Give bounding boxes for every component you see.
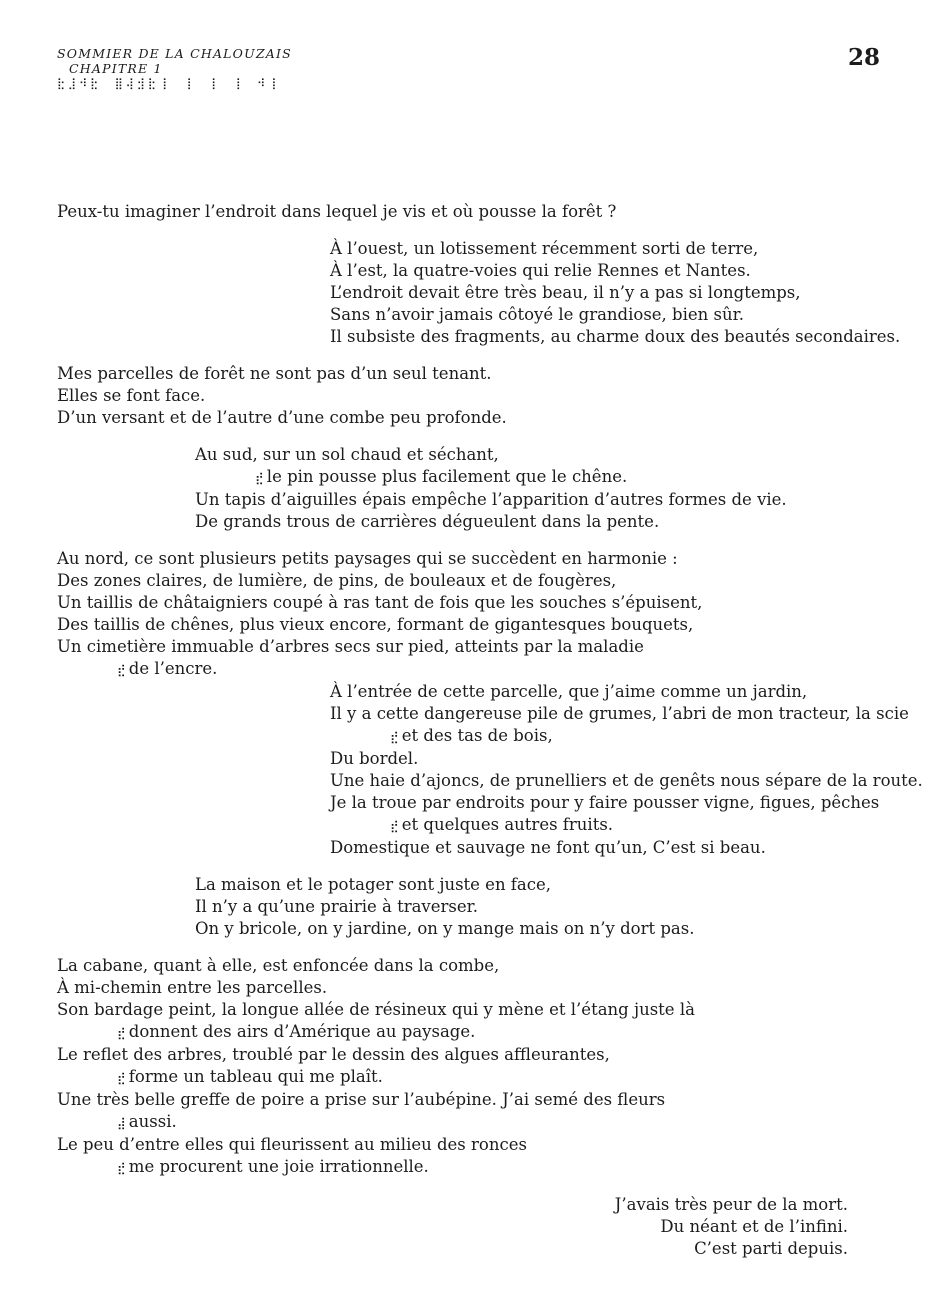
poem-line: ⣞ me procurent une joie irrationnelle.	[117, 1157, 429, 1176]
stanza-marker-icon: ⣞	[255, 471, 264, 485]
stanza	[57, 363, 848, 429]
stanza	[330, 238, 901, 348]
poem-line: ⣞ donnent des airs d’Amérique au paysage.	[117, 1022, 476, 1041]
stanza	[57, 201, 848, 223]
poem-line: Sans n’avoir jamais côtoyé le grandiose, bien sûr.	[330, 305, 744, 324]
poem-line: D’un versant et de l’autre d’une combe peu profonde.	[57, 408, 507, 427]
poem-line: Des zones claires, de lumière, de pins, de bouleaux et de fougères,	[57, 571, 617, 590]
stanza	[195, 874, 848, 940]
poem-line: Un cimetière immuable d’arbres secs sur pied, atteints par la maladie	[57, 637, 644, 656]
poem-line: Je la troue par endroits pour y faire pousser vigne, figues, pêches	[330, 793, 880, 812]
poem-line: À l’ouest, un lotissement récemment sorti de terre,	[330, 239, 759, 258]
poem-line: L’endroit devait être très beau, il n’y a pas si longtemps,	[330, 283, 801, 302]
stanza	[195, 444, 848, 533]
stanza	[57, 548, 848, 681]
poem-line: Le peu d’entre elles qui fleurissent au milieu des ronces	[57, 1135, 527, 1154]
stanza-marker-icon: ⣞	[117, 1161, 126, 1175]
page-header	[57, 46, 880, 91]
stanza	[330, 681, 923, 859]
poem-line: Il subsiste des fragments, au charme doux des beautés secondaires.	[330, 327, 901, 346]
poem-line: Des taillis de chênes, plus vieux encore, formant de gigantesques bouquets,	[57, 615, 694, 634]
braille-line: ⣗⣸⠺⣗ ⣿⢼⣺⣗⢸ ⢸ ⢸ ⢸ ⠺⢸	[57, 77, 280, 90]
poem-line: J’avais très peur de la mort.	[614, 1195, 848, 1214]
running-head-title: SOMMIER DE LA CHALOUZAIS	[57, 46, 292, 61]
page-number: 28	[847, 44, 880, 71]
poem-line: Domestique et sauvage ne font qu’un, C’est si beau.	[330, 838, 766, 857]
poem-line: Une très belle greffe de poire a prise sur l’aubépine. J’ai semé des fleurs	[57, 1090, 666, 1109]
poem-line: À l’est, la quatre-voies qui relie Rennes et Nantes.	[330, 261, 751, 280]
poem-line: ⣞ de l’encre.	[117, 659, 218, 678]
stanza-marker-icon: ⣼	[117, 1116, 126, 1130]
poem-line: ⣞ forme un tableau qui me plaît.	[117, 1067, 383, 1086]
poem-line: Mes parcelles de forêt ne sont pas d’un seul tenant.	[57, 364, 492, 383]
stanza	[57, 955, 848, 1179]
poem-line: Une haie d’ajoncs, de prunelliers et de genêts nous sépare de la route.	[330, 771, 923, 790]
poem-line: ⣞ et des tas de bois,	[390, 726, 553, 745]
poem-line: Elles se font face.	[57, 386, 206, 405]
poem-line: À mi-chemin entre les parcelles.	[57, 978, 328, 997]
poem-line: C’est parti depuis.	[694, 1239, 848, 1258]
poem-line: Au sud, sur un sol chaud et séchant,	[195, 445, 499, 464]
stanza-marker-icon: ⣞	[117, 663, 126, 677]
poem-line: Il n’y a qu’une prairie à traverser.	[195, 897, 478, 916]
poem-line: Le reflet des arbres, troublé par le dessin des algues affleurantes,	[57, 1045, 610, 1064]
poem-line: ⣼ aussi.	[117, 1112, 177, 1131]
stanza-marker-icon: ⣞	[117, 1026, 126, 1040]
poem-line: ⣞ le pin pousse plus facilement que le chêne.	[255, 467, 628, 486]
poem-line: Au nord, ce sont plusieurs petits paysages qui se succèdent en harmonie :	[57, 549, 678, 568]
poem-line: Un taillis de châtaigniers coupé à ras tant de fois que les souches s’épuisent,	[57, 593, 703, 612]
chapter-label: CHAPITRE 1	[69, 61, 163, 76]
poem-line: À l’entrée de cette parcelle, que j’aime comme un jardin,	[330, 682, 808, 701]
poem-line: La maison et le potager sont juste en face,	[195, 875, 552, 894]
poem-line: Un tapis d’aiguilles épais empêche l’apparition d’autres formes de vie.	[195, 490, 787, 509]
poem-line: Son bardage peint, la longue allée de résineux qui y mène et l’étang juste là	[57, 1000, 695, 1019]
poem-line: Peux-tu imaginer l’endroit dans lequel je vis et où pousse la forêt ?	[57, 202, 617, 221]
poem-line: Du bordel.	[330, 749, 419, 768]
poem-line: ⣞ et quelques autres fruits.	[390, 815, 614, 834]
poem-line: Il y a cette dangereuse pile de grumes, l’abri de mon tracteur, la scie	[330, 704, 909, 723]
stanza	[57, 1194, 848, 1260]
poem-body	[57, 201, 923, 1260]
stanza-marker-icon: ⣞	[390, 819, 399, 833]
poem-line: On y bricole, on y jardine, on y mange mais on n’y dort pas.	[195, 919, 695, 938]
poem-line: La cabane, quant à elle, est enfoncée dans la combe,	[57, 956, 500, 975]
stanza-marker-icon: ⣞	[390, 730, 399, 744]
stanza-marker-icon: ⣞	[117, 1071, 126, 1085]
poem-line: Du néant et de l’infini.	[660, 1217, 848, 1236]
running-head	[57, 46, 292, 91]
poem-line: De grands trous de carrières dégueulent dans la pente.	[195, 512, 660, 531]
